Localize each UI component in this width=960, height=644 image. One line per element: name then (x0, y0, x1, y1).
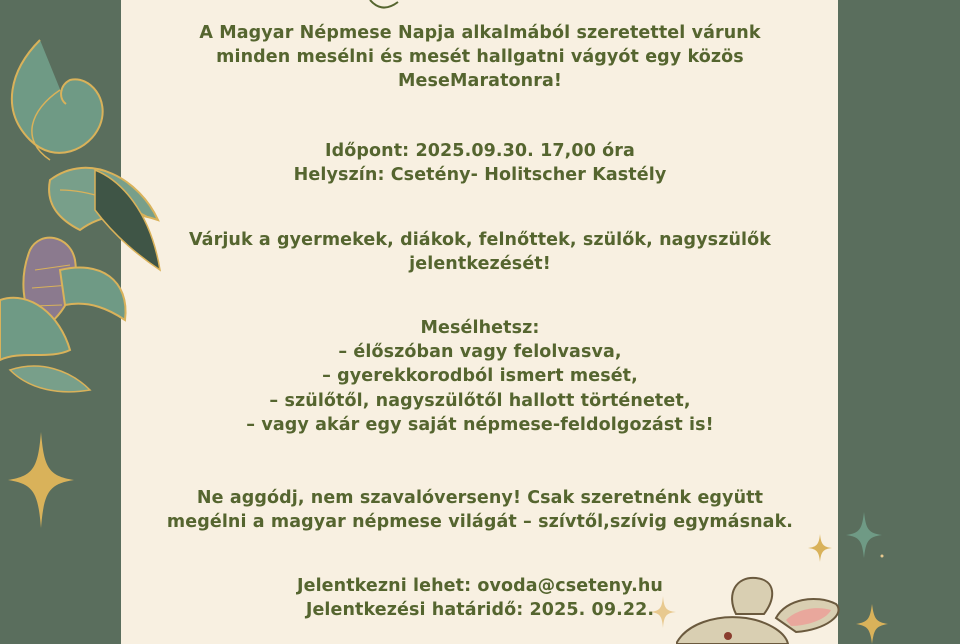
reassure-line: megélni a magyar népmese világát – szívtől,szívig egymásnak. (166, 512, 794, 533)
options-list (0, 316, 960, 437)
event-location: Helyszín: Csetény- Holitscher Kastély (293, 165, 667, 186)
event-details (0, 139, 960, 187)
list-item: – szülőtől, nagyszülőtől hallott történetet, (269, 390, 691, 411)
list-item: – vagy akár egy saját népmese-feldolgozást is! (246, 414, 714, 435)
list-item: – gyerekkorodból ismert mesét, (322, 366, 638, 387)
event-time: Időpont: 2025.09.30. 17,00 óra (325, 141, 635, 161)
invite-paragraph (0, 228, 960, 276)
intro-line: A Magyar Népmese Napja alkalmából szeretettel várunk (199, 23, 761, 43)
contact-email: Jelentkezni lehet: ovoda@cseteny.hu (296, 576, 663, 596)
intro-line: minden mesélni és mesét hallgatni vágyót egy közös (216, 47, 744, 68)
contact-deadline: Jelentkezési határidő: 2025. 09.22. (305, 600, 655, 621)
list-item: – élőszóban vagy felolvasva, (338, 342, 622, 363)
contact-info (0, 574, 960, 622)
invite-line: jelentkezését! (409, 254, 551, 275)
four-point-star-icon (808, 534, 832, 562)
reassure-paragraph (0, 486, 960, 534)
invite-line: Várjuk a gyermekek, diákok, felnőttek, szülők, nagyszülők (189, 230, 771, 250)
options-title: Mesélhetsz: (420, 318, 540, 338)
reassure-line: Ne aggódj, nem szavalóverseny! Csak szeretnénk együtt (196, 488, 764, 508)
dot (880, 554, 884, 558)
intro-line: MeseMaratonra! (398, 71, 562, 92)
intro-paragraph (0, 21, 960, 94)
top-flourish (360, 0, 410, 14)
